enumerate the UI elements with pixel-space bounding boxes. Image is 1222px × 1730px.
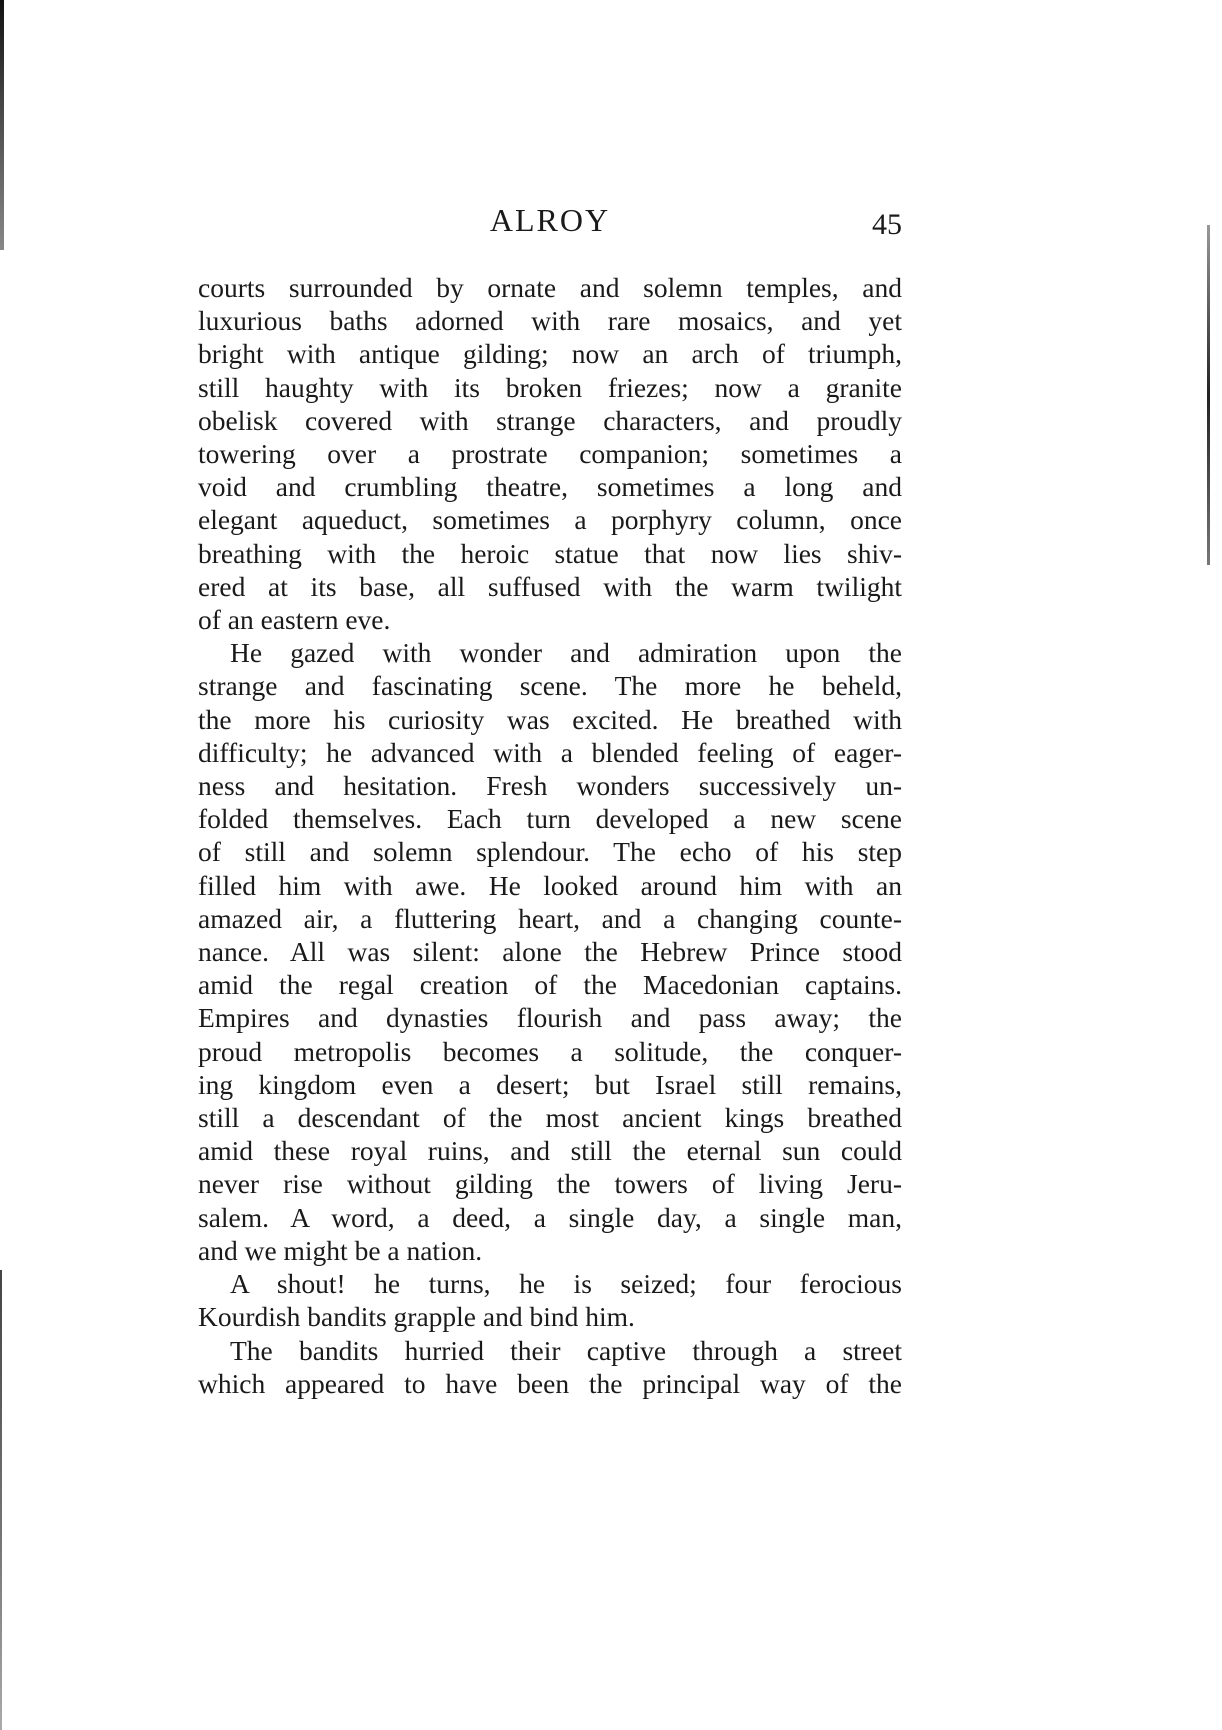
text-line: luxurious baths adorned with rare mosaics, and yet bbox=[198, 305, 902, 337]
text-line: bright with antique gilding; now an arch of triumph, bbox=[198, 338, 902, 370]
text-line: ered at its base, all suffused with the warm twilight bbox=[198, 570, 902, 602]
text-line: The bandits hurried their captive through a street bbox=[230, 1334, 902, 1366]
text-line: never rise without gilding the towers of living Jeru- bbox=[198, 1168, 902, 1200]
text-line: amid the regal creation of the Macedonian captains. bbox=[198, 969, 902, 1001]
text-line: salem. A word, a deed, a single day, a single man, bbox=[198, 1201, 902, 1233]
scan-edge-shadow bbox=[0, 1270, 2, 1730]
text-line: still haughty with its broken friezes; now a granite bbox=[198, 371, 902, 403]
text-line: difficulty; he advanced with a blended feeling of eager- bbox=[198, 736, 902, 768]
text-line: amid these royal ruins, and still the eternal sun could bbox=[198, 1135, 902, 1167]
text-line: Kourdish bandits grapple and bind him. bbox=[198, 1301, 635, 1333]
text-line: the more his curiosity was excited. He breathed with bbox=[198, 703, 902, 735]
text-line: of still and solemn splendour. The echo of his step bbox=[198, 836, 902, 868]
scan-edge-shadow bbox=[0, 0, 4, 250]
text-line: obelisk covered with strange characters, and proudly bbox=[198, 404, 902, 436]
text-line: He gazed with wonder and admiration upon the bbox=[230, 637, 902, 669]
text-line: which appeared to have been the principal way of the bbox=[198, 1367, 902, 1399]
paragraph bbox=[198, 636, 902, 1267]
page-header bbox=[198, 200, 902, 250]
text-line: A shout! he turns, he is seized; four ferocious bbox=[230, 1268, 902, 1300]
text-line: Empires and dynasties flourish and pass away; the bbox=[198, 1002, 902, 1034]
text-line: of an eastern eve. bbox=[198, 604, 391, 636]
text-line: and we might be a nation. bbox=[198, 1234, 483, 1266]
text-line: breathing with the heroic statue that now lies shiv- bbox=[198, 537, 902, 569]
paragraph bbox=[198, 271, 902, 636]
text-line: ing kingdom even a desert; but Israel still remains, bbox=[198, 1068, 902, 1100]
text-line: elegant aqueduct, sometimes a porphyry column, once bbox=[198, 504, 902, 536]
body-text bbox=[198, 271, 902, 1400]
text-line: proud metropolis becomes a solitude, the conquer- bbox=[198, 1035, 902, 1067]
page-number: 45 bbox=[872, 208, 902, 241]
text-line: ness and hesitation. Fresh wonders successively un- bbox=[198, 770, 902, 802]
text-line: towering over a prostrate companion; sometimes a bbox=[198, 438, 902, 470]
running-title: ALROY bbox=[489, 202, 611, 238]
paragraph bbox=[198, 1267, 902, 1333]
text-line: filled him with awe. He looked around him with an bbox=[198, 869, 902, 901]
text-line: strange and fascinating scene. The more he beheld, bbox=[198, 670, 902, 702]
text-line: folded themselves. Each turn developed a new scene bbox=[198, 803, 902, 835]
text-line: courts surrounded by ornate and solemn temples, and bbox=[198, 272, 902, 303]
paragraph bbox=[198, 1334, 902, 1400]
scan-edge-shadow bbox=[1207, 225, 1210, 565]
text-line: nance. All was silent: alone the Hebrew Prince stood bbox=[198, 936, 902, 968]
text-line: still a descendant of the most ancient kings breathed bbox=[198, 1102, 902, 1134]
text-line: amazed air, a fluttering heart, and a changing counte- bbox=[198, 902, 902, 934]
text-line: void and crumbling theatre, sometimes a long and bbox=[198, 471, 902, 503]
